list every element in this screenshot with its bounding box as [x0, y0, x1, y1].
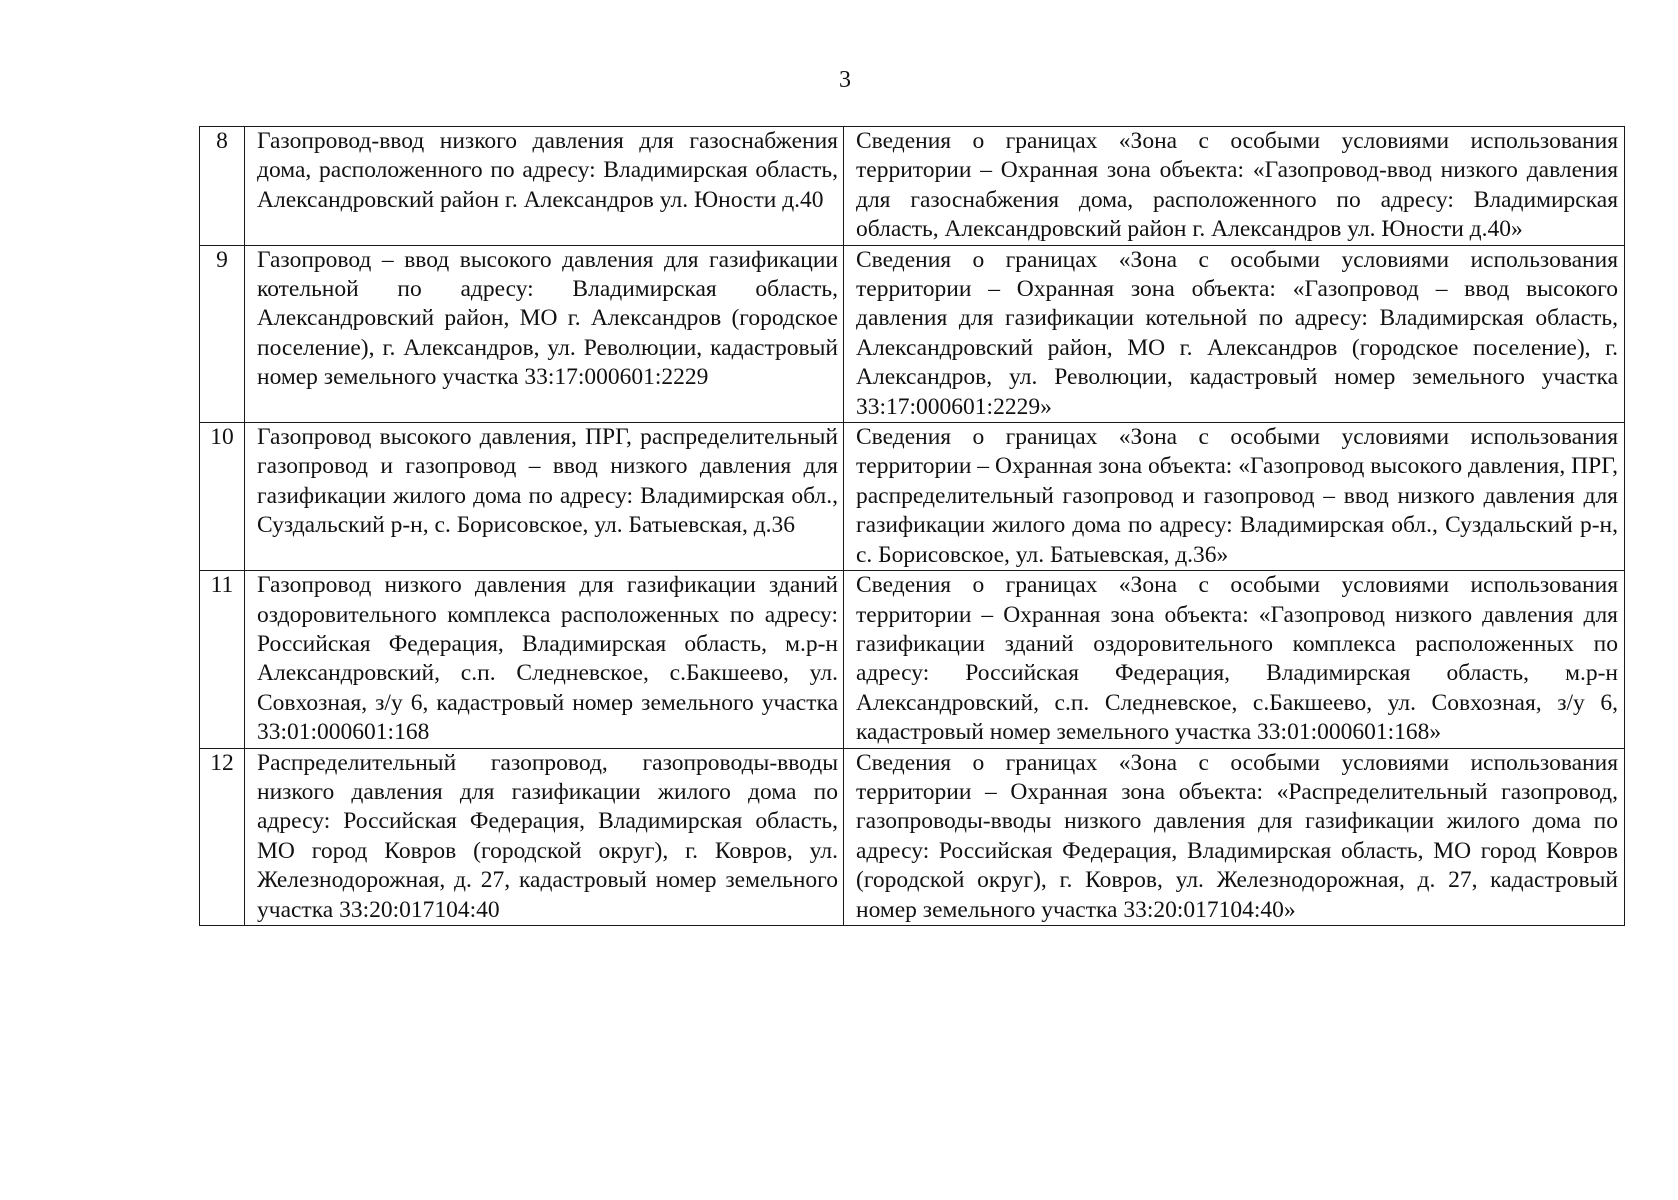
boundary-registry-table: [199, 126, 1625, 926]
page-number: 3: [839, 67, 851, 93]
object-name-cell: Газопровод-ввод низкого давления для газоснабжения дома, расположенного по адресу: Владимирская область, Александровский район г. Александров ул. Юности д.40: [245, 127, 844, 246]
row-number: 8: [200, 127, 245, 246]
boundary-description-cell: Сведения о границах «Зона с особыми условиями использования территории – Охранная зона объекта: «Распределительный газопровод, газопроводы-вводы низкого давления для газификации жилого дома по адресу: Российская Федерация, Владимирская область, МО город Ковров (городской округ), г. Ковров, ул. Железнодорожная, д. 27, кадастровый номер земельного участка 33:20:017104:40»: [844, 748, 1625, 925]
boundary-description-cell: Сведения о границах «Зона с особыми условиями использования территории – Охранная зона объекта: «Газопровод-ввод низкого давления для газоснабжения дома, расположенного по адресу: Владимирская область, Александровский район г. Александров ул. Юности д.40»: [844, 127, 1625, 246]
object-name-cell: Газопровод низкого давления для газификации зданий оздоровительного комплекса расположенных по адресу: Российская Федерация, Владимирская область, м.р-н Александровский, с.п. Следневское, с.Бакшеево, ул. Совхозная, з/у 6, кадастровый номер земельного участка 33:01:000601:168: [245, 571, 844, 748]
table-row: [200, 245, 1625, 422]
boundary-description-cell: Сведения о границах «Зона с особыми условиями использования территории – Охранная зона объекта: «Газопровод низкого давления для газификации зданий оздоровительного комплекса расположенных по адресу: Российская Федерация, Владимирская область, м.р-н Александровский, с.п. Следневское, с.Бакшеево, ул. Совхозная, з/у 6, кадастровый номер земельного участка 33:01:000601:168»: [844, 571, 1625, 748]
row-number: 11: [200, 571, 245, 748]
object-name-cell: Распределительный газопровод, газопроводы-вводы низкого давления для газификации жилого дома по адресу: Российская Федерация, Владимирская область, МО город Ковров (городской округ), г. Ковров, ул. Железнодорожная, д. 27, кадастровый номер земельного участка 33:20:017104:40: [245, 748, 844, 925]
boundary-description-cell: Сведения о границах «Зона с особыми условиями использования территории – Охранная зона объекта: «Газопровод высокого давления, ПРГ, распределительный газопровод и газопровод – ввод низкого давления для газификации жилого дома по адресу: Владимирская обл., Суздальский р-н, с. Борисовское, ул. Батыевская, д.36»: [844, 423, 1625, 571]
boundary-description-cell: Сведения о границах «Зона с особыми условиями использования территории – Охранная зона объекта: «Газопровод – ввод высокого давления для газификации котельной по адресу: Владимирская область, Александровский район, МО г. Александров (городское поселение), г. Александров, ул. Революции, кадастровый номер земельного участка 33:17:000601:2229»: [844, 245, 1625, 422]
row-number: 12: [200, 748, 245, 925]
object-name-cell: Газопровод – ввод высокого давления для газификации котельной по адресу: Владимирская область, Александровский район, МО г. Александров (городское поселение), г. Александров, ул. Революции, кадастровый номер земельного участка 33:17:000601:2229: [245, 245, 844, 422]
table-row: [200, 571, 1625, 748]
row-number: 10: [200, 423, 245, 571]
row-number: 9: [200, 245, 245, 422]
table-row: [200, 748, 1625, 925]
table-row: [200, 127, 1625, 246]
table-row: [200, 423, 1625, 571]
object-name-cell: Газопровод высокого давления, ПРГ, распределительный газопровод и газопровод – ввод низкого давления для газификации жилого дома по адресу: Владимирская обл., Суздальский р-н, с. Борисовское, ул. Батыевская, д.36: [245, 423, 844, 571]
